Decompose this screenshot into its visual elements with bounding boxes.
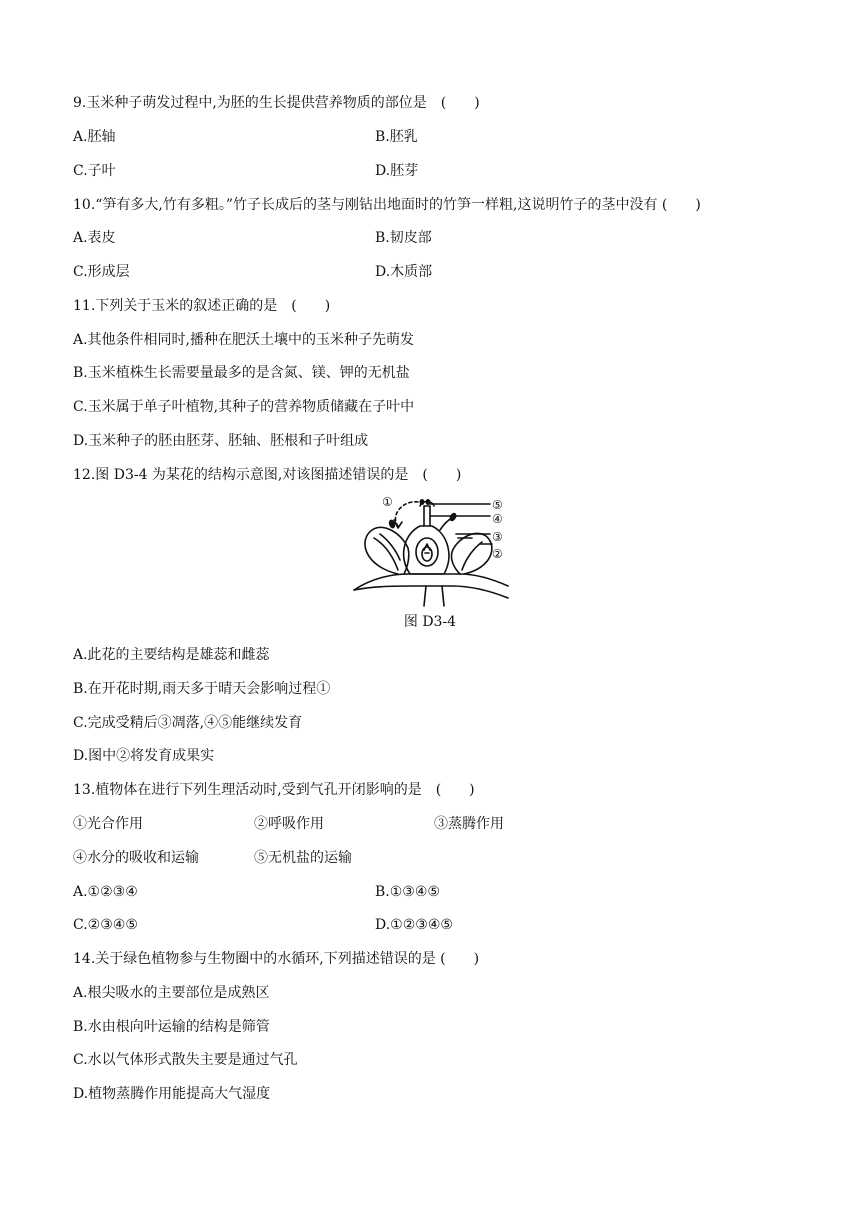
q13-item-3: ③蒸腾作用 (434, 816, 504, 832)
q14-option-a: A.根尖吸水的主要部位是成熟区 (73, 985, 270, 1001)
figure-caption: 图 D3-4 (403, 614, 457, 630)
flower-structure-figure (352, 490, 512, 608)
q11-option-d: D.玉米种子的胚由胚芽、胚轴、胚根和子叶组成 (73, 433, 369, 449)
q9-option-c: C.子叶 (73, 163, 116, 179)
figure-label-4: ④ (492, 512, 503, 526)
q13-option-d: D.①②③④⑤ (375, 917, 453, 933)
q11-stem: 11.下列关于玉米的叙述正确的是 ( ) (73, 298, 331, 314)
figure-label-3: ③ (492, 530, 503, 544)
q12-option-b: B.在开花时期,雨天多于晴天会影响过程① (73, 681, 331, 697)
q10-option-c: C.形成层 (73, 264, 130, 280)
q14-option-c: C.水以气体形式散失主要是通过气孔 (73, 1052, 298, 1068)
figure-label-1: ① (382, 495, 393, 509)
q11-option-a: A.其他条件相同时,播种在肥沃土壤中的玉米种子先萌发 (73, 332, 415, 348)
q12-stem: 12.图 D3-4 为某花的结构示意图,对该图描述错误的是 ( ) (73, 467, 462, 483)
q13-item-5: ⑤无机盐的运输 (254, 850, 352, 866)
q9-option-a: A.胚轴 (73, 129, 116, 145)
q13-item-1: ①光合作用 (73, 816, 143, 832)
q13-item-4: ④水分的吸收和运输 (73, 850, 199, 866)
q11-option-c: C.玉米属于单子叶植物,其种子的营养物质储藏在子叶中 (73, 399, 415, 415)
figure-label-5: ⑤ (492, 498, 503, 512)
q11-option-b: B.玉米植株生长需要量最多的是含氮、镁、钾的无机盐 (73, 365, 410, 381)
q14-stem: 14.关于绿色植物参与生物圈中的水循环,下列描述错误的是 ( ) (73, 951, 480, 967)
q14-option-d: D.植物蒸腾作用能提高大气湿度 (73, 1086, 271, 1102)
q12-option-c: C.完成受精后③凋落,④⑤能继续发育 (73, 715, 303, 731)
q14-option-b: B.水由根向叶运输的结构是筛管 (73, 1019, 270, 1035)
q10-stem: 10.“笋有多大,竹有多粗。”竹子长成后的茎与刚钻出地面时的竹笋一样粗,这说明竹子的茎中没有 ( ) (73, 197, 701, 213)
q9-option-b: B.胚乳 (375, 129, 418, 145)
q13-stem: 13.植物体在进行下列生理活动时,受到气孔开闭影响的是 ( ) (73, 782, 475, 798)
q9-option-d: D.胚芽 (375, 163, 419, 179)
q10-option-d: D.木质部 (375, 264, 433, 280)
q12-option-d: D.图中②将发育成果实 (73, 748, 215, 764)
q12-option-a: A.此花的主要结构是雄蕊和雌蕊 (73, 647, 270, 663)
figure-label-2: ② (492, 547, 503, 561)
q9-stem: 9.玉米种子萌发过程中,为胚的生长提供营养物质的部位是 ( ) (73, 95, 480, 111)
q13-option-c: C.②③④⑤ (73, 917, 138, 933)
q13-option-a: A.①②③④ (73, 884, 138, 900)
q10-option-b: B.韧皮部 (375, 230, 432, 246)
q10-option-a: A.表皮 (73, 230, 116, 246)
q13-option-b: B.①③④⑤ (375, 884, 440, 900)
q13-item-2: ②呼吸作用 (254, 816, 324, 832)
